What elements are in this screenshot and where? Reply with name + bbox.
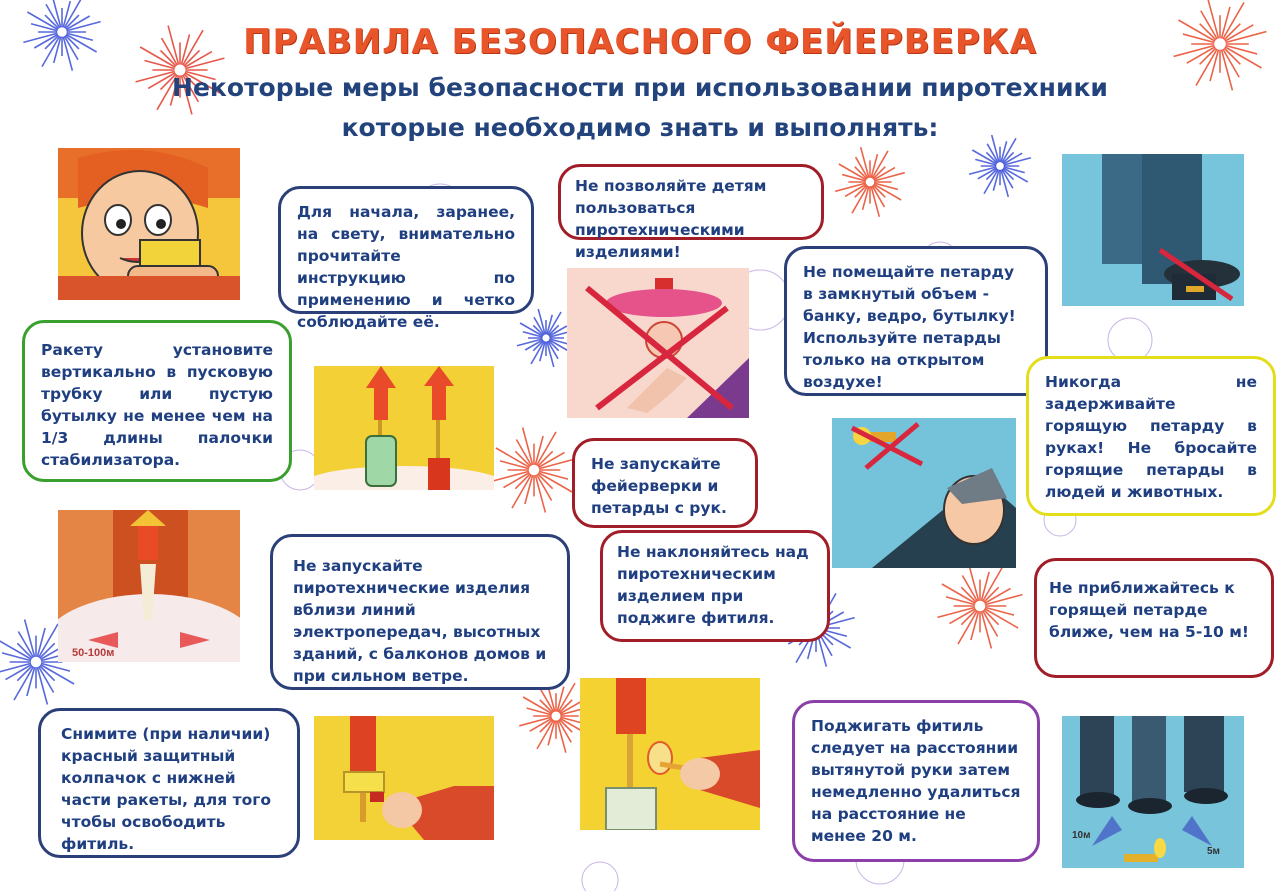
- poster-subtitle: [120, 68, 1160, 148]
- remove-cap-bubble: Снимите (при наличии) красный защитный колпачок с нижней части ракеты, для того чтобы освободить фитиль.: [38, 708, 300, 858]
- hand-firework-crossed-picture: [567, 268, 749, 418]
- hand-launch-bubble: Не запускайте фейерверки и петарды с рук.: [572, 438, 758, 528]
- poster-title: ПРАВИЛА БЕЗОПАСНОГО ФЕЙЕРВЕРКА: [243, 22, 1037, 62]
- foot-on-firecracker-picture: [1062, 154, 1244, 306]
- boy-reading-picture: [58, 148, 240, 300]
- distance-5-label: 5м: [1207, 846, 1220, 857]
- distance-label: 50-100м: [72, 647, 115, 659]
- distance-10-label: 10м: [1072, 830, 1091, 841]
- ignite-distance-bubble: Поджигать фитиль следует на расстоянии вытянутой руки затем немедленно удалиться на расстояние не менее 20 м.: [792, 700, 1040, 862]
- closed-volume-bubble: Не помещайте петарду в замкнутый объем - банку, ведро, бутылку! Используйте петарды только на открытом воздухе!: [784, 246, 1048, 396]
- firework-burst: [937, 563, 1022, 648]
- match-lighting-picture: [580, 678, 760, 830]
- hold-burning-bubble: Никогда не задерживайте горящую петарду в руках! Не бросайте горящие петарды в людей и животных.: [1026, 356, 1276, 516]
- rocket-install-bubble: Ракету установите вертикально в пусковую трубку или пустую бутылку не менее чем на 1/3 длины палочки стабилизатора.: [22, 320, 292, 482]
- rockets-in-tube-picture: [314, 366, 494, 490]
- approach-bubble: Не приближайтесь к горящей петарде ближе, чем на 5-10 м!: [1034, 558, 1274, 678]
- children-bubble: Не позволяйте детям пользоваться пиротехническими изделиями!: [558, 164, 824, 240]
- firework-burst: [491, 427, 576, 512]
- subtitle-line-2: которые необходимо знать и выполнять:: [341, 113, 939, 142]
- remove-cap-picture: [314, 716, 494, 840]
- city-rocket-picture: [58, 510, 240, 662]
- read-instructions-bubble: Для начала, заранее, на свету, внимательно прочитайте инструкцию по применению и четко соблюдайте её.: [278, 186, 534, 314]
- power-lines-bubble: Не запускайте пиротехнические изделия вблизи линий электропередач, высотных зданий, с балконов домов и при сильном ветре.: [270, 534, 570, 690]
- distance-feet-picture: [1062, 716, 1244, 868]
- lean-over-bubble: Не наклоняйтесь над пиротехническим изделием при поджиге фитиля.: [600, 530, 830, 642]
- firework-burst: [835, 147, 905, 217]
- burning-cracker-hand-picture: [832, 418, 1016, 568]
- subtitle-line-1: Некоторые меры безопасности при использовании пиротехники: [172, 73, 1108, 102]
- decorative-ring: [582, 862, 618, 891]
